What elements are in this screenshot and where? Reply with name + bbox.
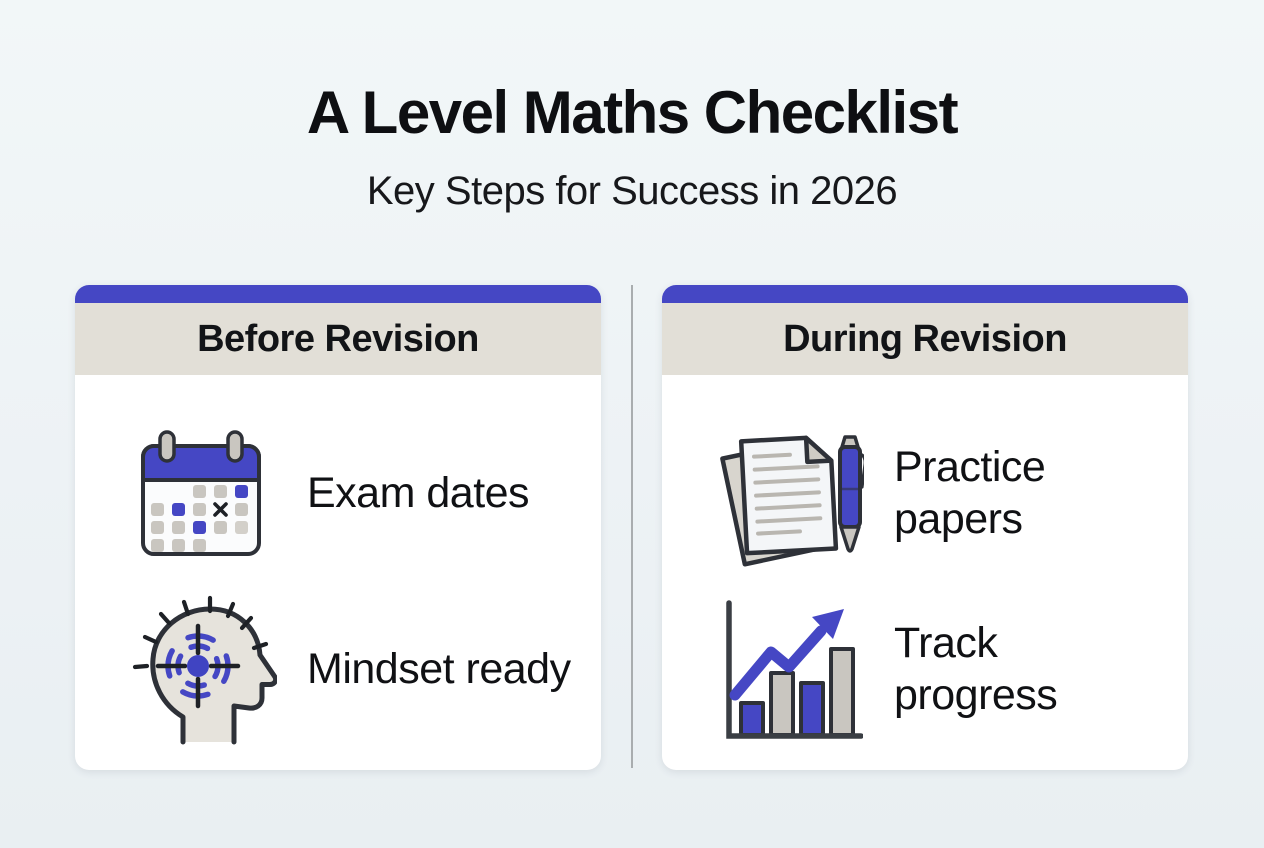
calendar-icon (125, 419, 277, 569)
list-item (712, 595, 1188, 745)
vertical-divider (631, 285, 633, 768)
during-revision-card (662, 285, 1188, 770)
list-item (712, 419, 1188, 569)
card-accent-bar (662, 285, 1188, 303)
before-revision-card (75, 285, 601, 770)
item-label: Exam dates (307, 469, 530, 518)
list-item (125, 595, 601, 745)
cards-container (75, 285, 1188, 770)
progress-chart-icon (712, 595, 864, 745)
card-header (662, 303, 1188, 375)
page-title: A Level Maths Checklist (306, 79, 958, 146)
card-title: During Revision (783, 317, 1067, 360)
list-item (125, 419, 601, 569)
card-header (75, 303, 601, 375)
page-subtitle: Key Steps for Success in 2026 (366, 169, 898, 213)
practice-papers-icon (712, 419, 864, 569)
card-body (75, 375, 601, 745)
mindset-head-icon (125, 595, 277, 745)
card-divider-column (601, 285, 662, 768)
item-label: Practice papers (894, 443, 1046, 543)
card-accent-bar (75, 285, 601, 303)
card-body (662, 375, 1188, 745)
item-label: Track progress (894, 619, 1058, 719)
card-title: Before Revision (197, 317, 479, 360)
item-label: Mindset ready (307, 645, 571, 694)
